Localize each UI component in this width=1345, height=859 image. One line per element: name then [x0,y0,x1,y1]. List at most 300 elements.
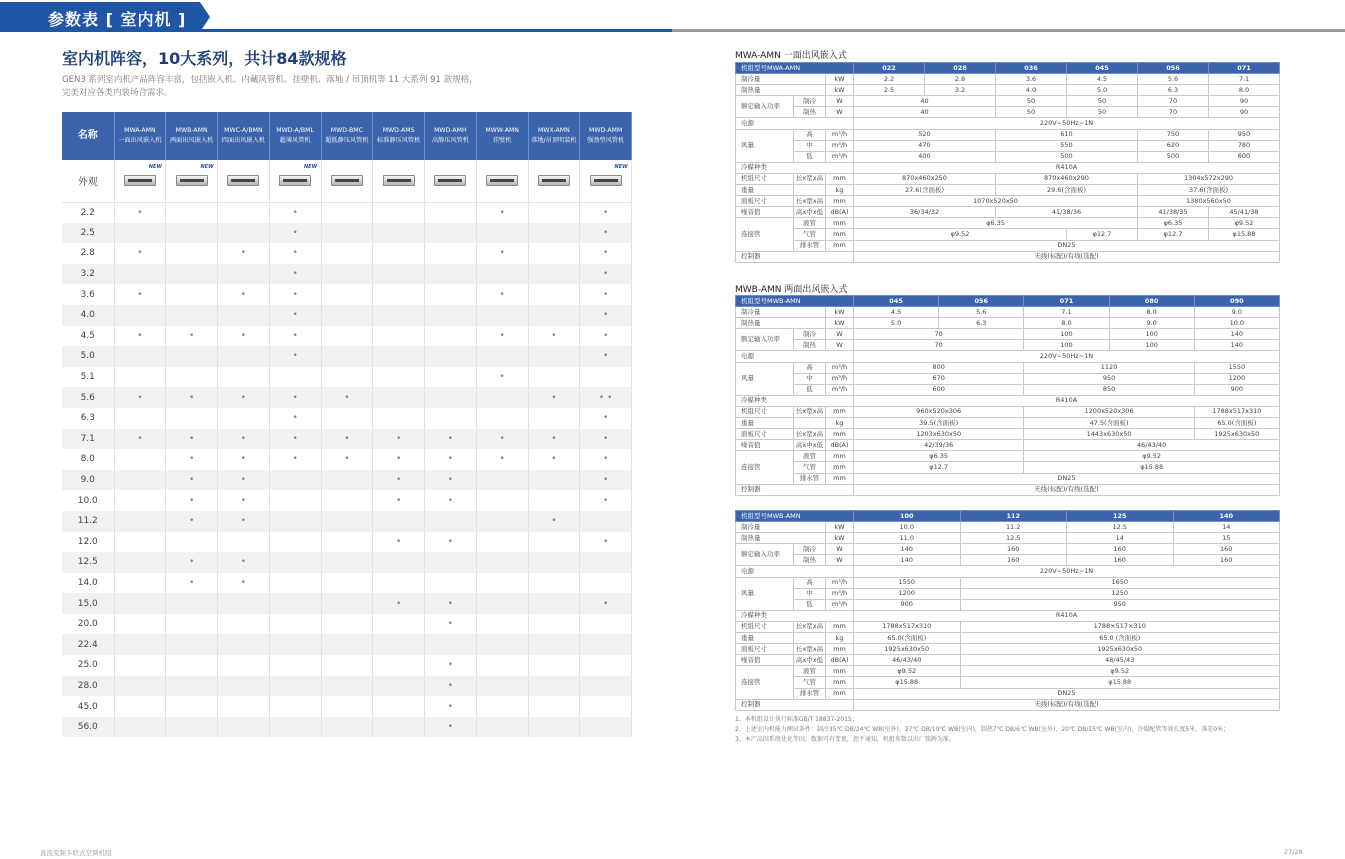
availability-cell [373,655,425,676]
availability-cell [580,284,632,305]
capacity-row [62,408,632,429]
availability-cell [373,346,425,367]
availability-cell [321,326,373,347]
availability-dot: • [602,330,609,341]
availability-cell [580,655,632,676]
spec-cell: 550 [996,140,1138,151]
availability-cell [218,634,270,655]
unit-slot [438,179,462,182]
availability-dot: • [292,227,298,238]
spec-cell: mm [826,196,854,207]
unit-slot [542,179,566,182]
new-badge: NEW [148,164,162,171]
spec-cell: 50 [1067,96,1138,107]
availability-cell [528,449,580,470]
availability-cell [425,449,477,470]
capacity-row [62,264,632,285]
availability-cell [114,387,166,408]
spec-cell: m³/h [826,362,854,373]
spec-row [736,533,1280,544]
spec-cell: W [826,555,854,566]
availability-cell [425,243,477,264]
model-desc: 高静压风管机 [431,137,469,144]
availability-cell [321,511,373,532]
availability-dot: • [395,475,402,486]
spec-cell: 液管 [794,451,826,462]
availability-cell [114,573,166,594]
availability-dot: • [240,392,247,403]
spec-cell: 风量 [736,129,794,162]
availability-cell [476,490,528,511]
availability-dot: • [447,433,454,444]
spec-cell: 2.2 [854,74,925,85]
spec-cell: 8.0 [1024,318,1109,329]
availability-cell [269,593,321,614]
spec-cell: 12.5 [1067,522,1174,533]
capacity-row [62,676,632,697]
spec-cell: 制热 [794,340,826,351]
footnotes [735,715,1229,745]
availability-cell [321,223,373,244]
unit-image-cell [528,160,580,202]
table-title: MWA-AMN 一面出风嵌入式 [735,51,847,61]
spec-row [736,644,1280,655]
availability-cell [476,552,528,573]
availability-cell [166,470,218,491]
availability-cell [218,264,270,285]
availability-cell [425,511,477,532]
capacity-value: 4.0 [62,305,114,326]
availability-cell [166,717,218,738]
availability-dot: • [292,330,298,341]
availability-dot: • [395,598,402,609]
availability-cell [269,429,321,450]
spec-row [736,185,1280,196]
model-header [580,112,632,160]
spec-cell: mm [826,429,854,440]
availability-cell [166,243,218,264]
spec-cell: 900 [854,599,961,610]
spec-cell: m³/h [826,140,854,151]
availability-cell [166,614,218,635]
availability-dot: • [188,433,195,444]
availability-cell [528,367,580,388]
availability-cell [373,717,425,738]
spec-cell: W [826,96,854,107]
spec-cell: m³/h [826,599,854,610]
header-banner-tip [200,2,210,32]
availability-cell [476,676,528,697]
availability-cell [528,387,580,408]
name-header: 名称 [62,112,114,160]
availability-dot: • [447,475,454,486]
availability-cell [321,284,373,305]
spec-cell: 1250 [960,588,1280,599]
spec-cell: 制冷量 [736,522,826,533]
spec-cell: 风量 [736,362,794,395]
capacity-row [62,367,632,388]
unit-slot [283,179,307,182]
availability-dot: • [602,289,609,300]
spec-cell: 高x中x低 [794,207,826,218]
availability-cell [321,449,373,470]
availability-dot: • • [598,392,613,403]
spec-cell: 14 [1173,522,1280,533]
availability-cell [114,717,166,738]
spec-cell: 5.0 [1067,85,1138,96]
availability-cell [476,346,528,367]
page-number: 27/28 [1284,848,1303,856]
availability-cell [580,511,632,532]
unit-image-cell [218,160,270,202]
availability-cell [528,223,580,244]
availability-cell [321,696,373,717]
unit-image [122,164,162,188]
spec-cell: 排水管 [794,473,826,484]
spec-cell: kW [826,522,854,533]
spec-cell: 连接管 [736,666,794,699]
availability-cell [373,490,425,511]
spec-cell: 5.6 [1138,74,1209,85]
spec-cell: 11.2 [960,522,1067,533]
availability-cell [218,593,270,614]
availability-cell [373,264,425,285]
spec-cell: 电源 [736,566,854,577]
availability-cell [476,387,528,408]
availability-cell [373,429,425,450]
spec-cell: 低 [794,384,826,395]
spec-cell: 控制器 [736,484,854,495]
availability-dot: • [240,475,247,486]
spec-cell: 9.0 [1194,307,1279,318]
model-header [114,112,166,160]
availability-cell [373,223,425,244]
footnote: 3、本产品因系统优化等因，数据可有变更，恕不通知，机组参数以出厂铭牌为准。 [735,736,955,743]
availability-dot: • [137,289,143,300]
spec-cell: 520 [854,129,996,140]
spec-cell: 15 [1173,533,1280,544]
spec-cell: 制热 [794,107,826,118]
unit-slot [231,179,255,182]
availability-cell [528,264,580,285]
unit-image [174,164,214,188]
spec-cell: 机组尺寸 [736,173,794,184]
availability-cell [218,326,270,347]
availability-cell [580,326,632,347]
availability-dot: • [602,207,609,218]
spec-cell: 高x中x低 [794,655,826,666]
spec-cell: 14 [1067,533,1174,544]
model-code: MWX-AMN [538,127,570,134]
spec-cell: 100 [1109,329,1194,340]
spec-cell: 1925x630x50 [1194,429,1279,440]
availability-dot: • [292,248,298,259]
availability-dot: • [551,392,557,403]
model-code: MWD-A/BML [276,127,314,134]
spec-cell: 65.0 (含面板) [960,633,1280,644]
availability-dot: • [292,207,298,218]
availability-cell [218,449,270,470]
availability-cell [528,202,580,223]
availability-dot: • [240,516,247,527]
spec-table-mwb-small [735,295,1280,496]
availability-cell [321,573,373,594]
spec-cell: 45/41/38 [1209,207,1280,218]
availability-cell [580,676,632,697]
availability-dot: • [602,413,609,424]
spec-cell: 46/43/40 [1024,440,1280,451]
capacity-row [62,387,632,408]
availability-cell [373,470,425,491]
intro-line: GEN3 系列室内机产品阵容丰富，包括嵌入机、内藏风管机、挂壁机、落地 / 吊顶机等 11 大系列 91 款规格， [62,75,478,85]
spec-cell: 低 [794,151,826,162]
availability-cell [321,367,373,388]
spec-cell: m³/h [826,129,854,140]
availability-cell [166,223,218,244]
availability-cell [425,676,477,697]
capacity-row [62,573,632,594]
spec-cell: 080 [1109,296,1194,307]
spec-cell: 3.2 [925,85,996,96]
spec-cell: 160 [1067,544,1174,555]
availability-cell [476,367,528,388]
availability-cell [321,387,373,408]
availability-cell [218,552,270,573]
spec-cell: 无线(标配)/有线(选配) [854,699,1280,710]
availability-cell [114,305,166,326]
availability-cell [269,552,321,573]
availability-cell [476,532,528,553]
spec-cell: 140 [1173,511,1280,522]
spec-cell: 中 [794,373,826,384]
spec-cell: 气管 [794,677,826,688]
spec-row [736,196,1280,207]
availability-cell [373,573,425,594]
spec-cell: mm [826,666,854,677]
spec-row [736,395,1280,406]
availability-cell [476,470,528,491]
availability-cell [476,326,528,347]
availability-cell [166,593,218,614]
spec-cell: φ9.52 [854,666,961,677]
availability-cell [166,490,218,511]
availability-dot: • [292,310,298,321]
spec-row [736,429,1280,440]
availability-dot: • [499,372,505,383]
capacity-value: 2.8 [62,243,114,264]
spec-row [736,384,1280,395]
availability-cell [114,511,166,532]
availability-dot: • [602,269,609,280]
availability-dot: • [240,248,247,259]
header-row [62,112,632,160]
availability-cell [425,387,477,408]
spec-cell: 无线(标配)/有线(选配) [854,484,1280,495]
availability-cell [114,284,166,305]
spec-cell: R410A [854,395,1280,406]
spec-cell: 10.0 [1194,318,1279,329]
spec-cell: 机组型号MWB-AMN [736,296,854,307]
spec-cell: 1550 [1194,362,1279,373]
availability-dot: • [292,351,298,362]
spec-cell: 470 [854,140,996,151]
spec-cell: 长x宽x高 [794,644,826,655]
spec-cell: 41/38/35 [1138,207,1209,218]
availability-cell [373,202,425,223]
availability-cell [166,429,218,450]
spec-cell: 控制器 [736,251,854,262]
spec-table-mwb-large [735,510,1280,711]
intro-text [62,74,522,100]
header-rule-gray [672,29,1345,32]
availability-cell [476,511,528,532]
availability-dot: • [240,330,247,341]
spec-cell: 1120 [1024,362,1194,373]
availability-dot: • [240,577,247,588]
spec-cell: mm [826,677,854,688]
model-desc: 两面出风嵌入机 [169,137,214,144]
spec-row [736,96,1280,107]
availability-dot: • [344,433,350,444]
availability-cell [373,387,425,408]
capacity-value: 7.1 [62,429,114,450]
spec-row [736,699,1280,710]
availability-cell [321,202,373,223]
spec-cell: 900 [1194,384,1279,395]
capacity-row [62,429,632,450]
spec-cell: 870x460x290 [996,173,1138,184]
availability-cell [528,717,580,738]
appearance-row [62,160,632,202]
availability-cell [166,552,218,573]
spec-cell: mm [826,173,854,184]
availability-dot: • [137,248,143,259]
appearance-label: 外观 [62,160,114,202]
availability-cell [166,676,218,697]
availability-cell [166,346,218,367]
availability-dot: • [499,454,505,465]
section-heading: 室内机阵容，10大系列，共计84款规格 [62,49,347,68]
spec-cell: 气管 [794,462,826,473]
availability-cell [218,243,270,264]
spec-cell: 37.6(含面板) [1138,185,1280,196]
capacity-row [62,511,632,532]
availability-dot: • [395,454,402,465]
availability-cell [580,387,632,408]
availability-cell [528,511,580,532]
spec-cell: mm [826,218,854,229]
spec-cell: 160 [960,544,1067,555]
spec-header-row [736,63,1280,74]
capacity-value: 2.5 [62,223,114,244]
lineup-table [62,112,632,737]
spec-cell: 噪音值 [736,655,794,666]
spec-cell: 制冷量 [736,74,826,85]
availability-cell [580,264,632,285]
spec-row [736,621,1280,632]
availability-dot: • [344,392,350,403]
availability-cell [269,367,321,388]
spec-cell: 机组型号MWB-AMN [736,511,854,522]
capacity-value: 25.0 [62,655,114,676]
spec-row [736,340,1280,351]
availability-cell [114,202,166,223]
spec-cell: φ9.52 [854,229,1067,240]
availability-dot: • [447,619,454,630]
capacity-row [62,449,632,470]
spec-cell: 40 [854,96,996,107]
capacity-row [62,614,632,635]
spec-cell: 5.6 [939,307,1024,318]
availability-dot: • [240,557,247,568]
availability-cell [218,408,270,429]
capacity-value: 9.0 [62,470,114,491]
spec-cell: 长x宽x高 [794,429,826,440]
spec-cell: φ9.52 [1024,451,1280,462]
spec-cell: 重量 [736,185,794,196]
availability-cell [166,408,218,429]
spec-cell: 1925x630x50 [854,644,961,655]
spec-cell: 额定输入功率 [736,329,794,351]
availability-cell [321,552,373,573]
spec-cell: φ12.7 [854,462,1024,473]
spec-cell: 100 [1024,329,1109,340]
intro-line: 完美对应各类内装场合需求。 [62,88,173,98]
availability-dot: • [551,330,557,341]
spec-cell: 140 [1194,340,1279,351]
availability-cell [321,305,373,326]
availability-cell [580,346,632,367]
model-header [166,112,218,160]
availability-cell [528,429,580,450]
spec-row [736,522,1280,533]
spec-cell [794,633,826,644]
availability-cell [476,429,528,450]
model-header [269,112,321,160]
spec-cell: φ6.35 [854,451,1024,462]
availability-cell [373,696,425,717]
spec-cell: 090 [1194,296,1279,307]
spec-cell: 制热量 [736,85,826,96]
spec-row [736,440,1280,451]
spec-cell: kW [826,533,854,544]
spec-cell: 160 [1173,555,1280,566]
spec-cell: DN25 [854,240,1280,251]
availability-cell [218,676,270,697]
spec-cell: 50 [1067,107,1138,118]
availability-cell [321,264,373,285]
capacity-value: 28.0 [62,676,114,697]
spec-cell: W [826,107,854,118]
spec-cell: 排水管 [794,688,826,699]
availability-cell [269,305,321,326]
availability-cell [425,552,477,573]
capacity-row [62,552,632,573]
capacity-value: 6.3 [62,408,114,429]
availability-cell [114,696,166,717]
availability-cell [321,634,373,655]
spec-cell: 47.5(含面板) [1024,418,1194,429]
spec-row [736,655,1280,666]
availability-cell [114,264,166,285]
spec-cell: φ6.35 [1138,218,1209,229]
model-code: MWD-BMC [330,127,363,134]
model-desc: 挂壁机 [492,137,512,144]
spec-cell: 1788x517x310 [854,621,961,632]
spec-cell: 1200 [1194,373,1279,384]
availability-dot: • [240,454,247,465]
spec-cell: mm [826,644,854,655]
